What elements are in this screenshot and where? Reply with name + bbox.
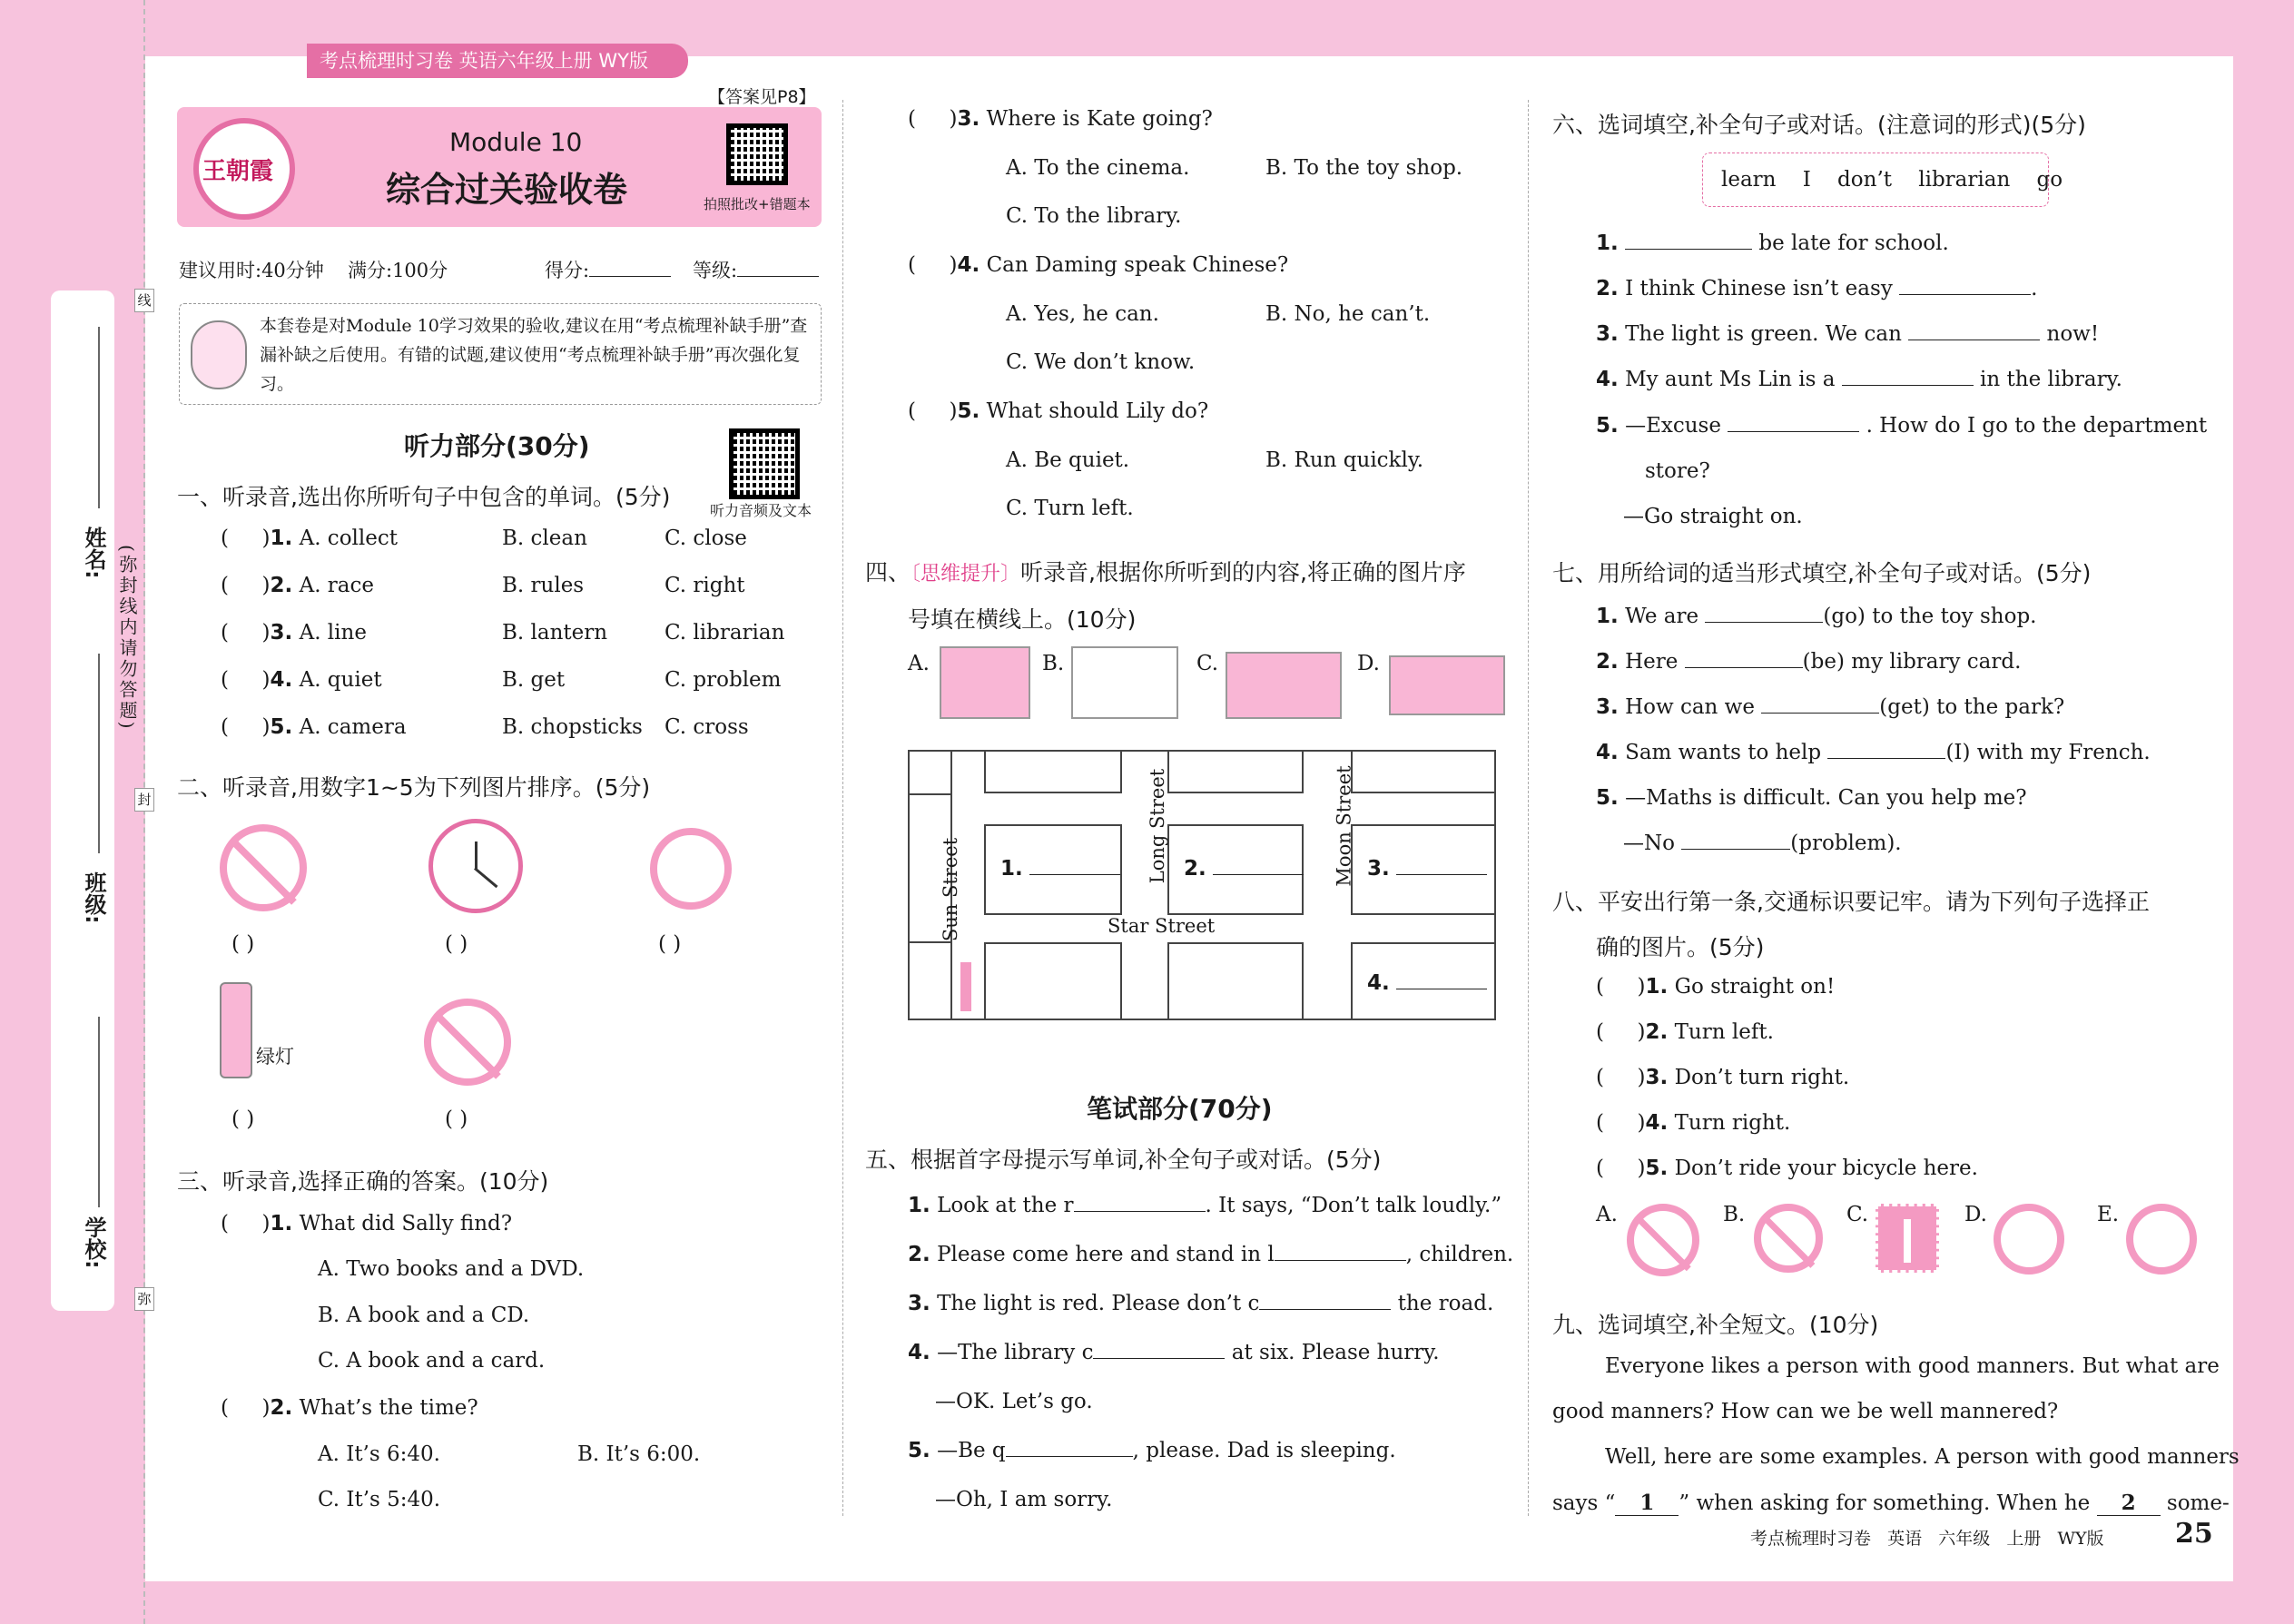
- s3-q5: ( )5. What should Lily do?: [908, 399, 1209, 423]
- person-arrow-icon: [960, 962, 971, 1011]
- word-bank: [1702, 153, 2063, 207]
- time-info: 建议用时:40分钟: [179, 260, 324, 281]
- qr-caption: 拍照批改+错题本: [704, 196, 811, 212]
- class-label: 班级:: [81, 871, 106, 924]
- top-banner: 考点梳理时习卷 英语六年级上册 WY版: [307, 44, 688, 78]
- s6-line-5: 5. —Excuse . How do I go to the department: [1596, 414, 2208, 438]
- pic-label-b: B.: [1042, 652, 1065, 675]
- no-camera-icon: [220, 824, 307, 911]
- name-line: [98, 327, 100, 508]
- section-4-title-2: 号填在横线上。(10分): [908, 606, 1137, 633]
- module-name: Module 10: [449, 127, 583, 157]
- s7-line-2: 2. Here (be) my library card.: [1596, 650, 2022, 674]
- s9-para-2b: says “ 1 ” when asking for something. When he 2 some-: [1552, 1491, 2230, 1515]
- sun-street-label: Sun Street: [940, 837, 962, 942]
- s3-q1-c: C. A book and a card.: [318, 1349, 546, 1373]
- audio-qr-icon[interactable]: [729, 428, 800, 499]
- s3-q4-a: A. Yes, he can.: [1006, 302, 1159, 326]
- section-8-title-2: 确的图片。(5分): [1596, 934, 1765, 960]
- full-score: 满分:100分: [348, 260, 448, 281]
- store-building-icon: [1226, 652, 1342, 719]
- s7-line-4: 4. Sam wants to help (I) with my French.: [1596, 741, 2151, 764]
- sign-label-b: B.: [1723, 1203, 1746, 1226]
- seal-mark-line: 线: [134, 289, 154, 312]
- name-label: 姓名:: [81, 527, 106, 579]
- class-line: [98, 654, 100, 853]
- s8-item-3: ( )3. Don’t turn right.: [1596, 1066, 1850, 1089]
- s3-q2-c: C. It’s 5:40.: [318, 1488, 441, 1511]
- s3-q4-c: C. We don’t know.: [1006, 350, 1196, 374]
- section-1-title: 一、听录音,选出你所听句子中包含的单词。(5分): [177, 484, 671, 510]
- logo-text: 王朝霞: [202, 158, 274, 185]
- picture-paren-2: ( ): [445, 932, 468, 956]
- long-street-label: Long Street: [1147, 768, 1169, 884]
- sign-label-e: E.: [2097, 1203, 2120, 1226]
- s9-para-1a: Everyone likes a person with good manners. But what are: [1605, 1354, 2220, 1378]
- column-divider-2: [1528, 100, 1529, 1516]
- s3-q2: ( )2. What’s the time?: [221, 1396, 478, 1420]
- section-2-title: 二、听录音,用数字1~5为下列图片排序。(5分): [177, 774, 651, 801]
- girl-avatar-icon: [191, 320, 247, 389]
- traffic-light-icon: [220, 982, 252, 1078]
- s3-q4-b: B. No, he can’t.: [1265, 302, 1431, 326]
- s3-q2-b: B. It’s 6:00.: [577, 1442, 701, 1466]
- s8-item-2: ( )2. Turn left.: [1596, 1020, 1774, 1044]
- park-icon: [1071, 646, 1178, 719]
- section-4-title: 四、〔思维提升〕听录音,根据你所听到的内容,将正确的图片序: [865, 559, 1466, 586]
- s9-para-2a: Well, here are some examples. A person with good manners: [1605, 1445, 2240, 1469]
- section-6-title: 六、选词填空,补全句子或对话。(注意词的形式)(5分): [1552, 112, 2086, 138]
- map-slot-4: 4.: [1367, 971, 1487, 995]
- section-9-title: 九、选词填空,补全短文。(10分): [1552, 1312, 1879, 1338]
- section-7-title: 七、用所给词的适当形式填空,补全句子或对话。(5分): [1552, 560, 2092, 586]
- listening-title: 听力部分(30分): [404, 431, 590, 461]
- s3-q1: ( )1. What did Sally find?: [221, 1212, 513, 1235]
- answer-ref: 【答案见P8】: [708, 87, 816, 107]
- s6-line-1: 1. be late for school.: [1596, 231, 1949, 255]
- sign-label-d: D.: [1964, 1203, 1987, 1226]
- turn-right-icon: [2126, 1204, 2197, 1275]
- library-building-icon: [1389, 655, 1505, 715]
- intro-box: [179, 303, 822, 405]
- s3-q1-a: A. Two books and a DVD.: [318, 1257, 585, 1281]
- s6-line-2: 2. I think Chinese isn’t easy .: [1596, 277, 2038, 300]
- s3-q2-a: A. It’s 6:40.: [318, 1442, 440, 1466]
- column-divider-1: [842, 100, 843, 1516]
- s3-q1-b: B. A book and a CD.: [318, 1304, 530, 1327]
- s5-line-5: 5. —Be q , please. Dad is sleeping.: [908, 1439, 1396, 1462]
- s8-item-5: ( )5. Don’t ride your bicycle here.: [1596, 1156, 1978, 1180]
- s6-line-5b: store?: [1645, 459, 1710, 483]
- clock-icon: [428, 819, 523, 913]
- page-number: 25: [2175, 1518, 2213, 1550]
- s3-q5-a: A. Be quiet.: [1006, 448, 1130, 472]
- s7-line-5b: —No (problem).: [1623, 832, 1902, 855]
- s7-line-5: 5. —Maths is difficult. Can you help me?: [1596, 786, 2027, 810]
- cinema-building-icon: [940, 646, 1030, 719]
- picture-paren-5: ( ): [445, 1107, 468, 1131]
- intro-text: 本套卷是对Module 10学习效果的验收,建议在用“考点梳理补缺手册”查漏补缺之后使用。有错的试题,建议使用“考点梳理补缺手册”再次强化复习。: [260, 316, 808, 394]
- s3-q5-c: C. Turn left.: [1006, 497, 1134, 520]
- s6-line-5c: —Go straight on.: [1623, 505, 1803, 528]
- s3-q3: ( )3. Where is Kate going?: [908, 107, 1213, 131]
- pic-label-a: A.: [908, 652, 930, 675]
- s5-line-5b: —Oh, I am sorry.: [935, 1488, 1113, 1511]
- straight-arrow-icon: [1876, 1204, 1939, 1273]
- section-5-title: 五、根据首字母提示写单词,补全句子或对话。(5分): [865, 1147, 1382, 1173]
- footer-text: 考点梳理时习卷 英语 六年级 上册 WY版: [1750, 1529, 2104, 1549]
- s6-line-3: 3. The light is green. We can now!: [1596, 322, 2100, 346]
- audio-qr-caption: 听力音频及文本: [710, 502, 812, 519]
- pic-label-c: C.: [1196, 652, 1219, 675]
- page-title: 综合过关验收卷: [386, 170, 628, 210]
- s7-line-3: 3. How can we (get) to the park?: [1596, 695, 2065, 719]
- qr-code-icon[interactable]: [726, 123, 788, 185]
- sign-label-c: C.: [1846, 1203, 1869, 1226]
- s3-q4: ( )4. Can Daming speak Chinese?: [908, 253, 1289, 277]
- moon-street-label: Moon Street: [1333, 765, 1355, 887]
- picture-paren-3: ( ): [658, 932, 682, 956]
- pic-label-d: D.: [1357, 652, 1380, 675]
- quiet-lips-icon: [650, 828, 732, 910]
- school-label: 学校:: [81, 1216, 106, 1269]
- seal-mark-seal: 封: [134, 788, 154, 812]
- student-info-strip: [51, 290, 114, 1311]
- no-right-turn-icon: [1627, 1204, 1699, 1276]
- no-skating-icon: [424, 999, 511, 1086]
- header-card: [177, 107, 822, 227]
- no-bicycle-icon: [1754, 1204, 1823, 1273]
- seal-mark-close: 弥: [134, 1287, 154, 1311]
- sign-label-a: A.: [1596, 1203, 1618, 1226]
- map-slot-2: 2.: [1184, 857, 1304, 881]
- s7-line-1: 1. We are (go) to the toy shop.: [1596, 605, 2037, 628]
- green-light-label: 绿灯: [256, 1046, 294, 1068]
- s3-q3-c: C. To the library.: [1006, 204, 1182, 228]
- picture-paren-4: ( ): [231, 1107, 255, 1131]
- map-slot-1: 1.: [1000, 857, 1120, 881]
- s3-q5-b: B. Run quickly.: [1265, 448, 1424, 472]
- s5-line-2: 2. Please come here and stand in l , children.: [908, 1243, 1514, 1266]
- map-slot-3: 3.: [1367, 857, 1487, 881]
- s3-q3-b: B. To the toy shop.: [1265, 156, 1463, 180]
- seal-hint: (弥封线内请勿答题): [116, 545, 138, 732]
- s5-line-4: 4. —The library c at six. Please hurry.: [908, 1341, 1440, 1364]
- s5-line-3: 3. The light is red. Please don’t c the road.: [908, 1292, 1494, 1315]
- grade-label: 等级:: [693, 256, 819, 283]
- section-3-title: 三、听录音,选择正确的答案。(10分): [177, 1168, 549, 1195]
- written-title: 笔试部分(70分): [1087, 1094, 1273, 1124]
- s8-item-1: ( )1. Go straight on!: [1596, 975, 1836, 999]
- school-line: [98, 1017, 100, 1207]
- word-bank-words: learn I don’t librarian go: [1721, 168, 2063, 192]
- s9-para-1b: good manners? How can we be well mannered?: [1552, 1400, 2059, 1423]
- s3-q3-a: A. To the cinema.: [1006, 156, 1190, 180]
- street-map: [908, 750, 1496, 1020]
- s8-item-4: ( )4. Turn right.: [1596, 1111, 1791, 1135]
- s5-line-4b: —OK. Let’s go.: [935, 1390, 1093, 1413]
- turn-left-icon: [1994, 1204, 2064, 1275]
- s5-line-1: 1. Look at the r . It says, “Don’t talk loudly.”: [908, 1194, 1502, 1217]
- logo: [193, 118, 295, 220]
- section-8-title: 八、平安出行第一条,交通标识要记牢。请为下列句子选择正: [1552, 889, 2150, 915]
- star-street-label: Star Street: [1108, 915, 1216, 937]
- seal-line: [143, 0, 145, 1624]
- s6-line-4: 4. My aunt Ms Lin is a in the library.: [1596, 368, 2122, 391]
- picture-paren-1: ( ): [231, 932, 255, 956]
- score-label: 得分:: [545, 256, 671, 283]
